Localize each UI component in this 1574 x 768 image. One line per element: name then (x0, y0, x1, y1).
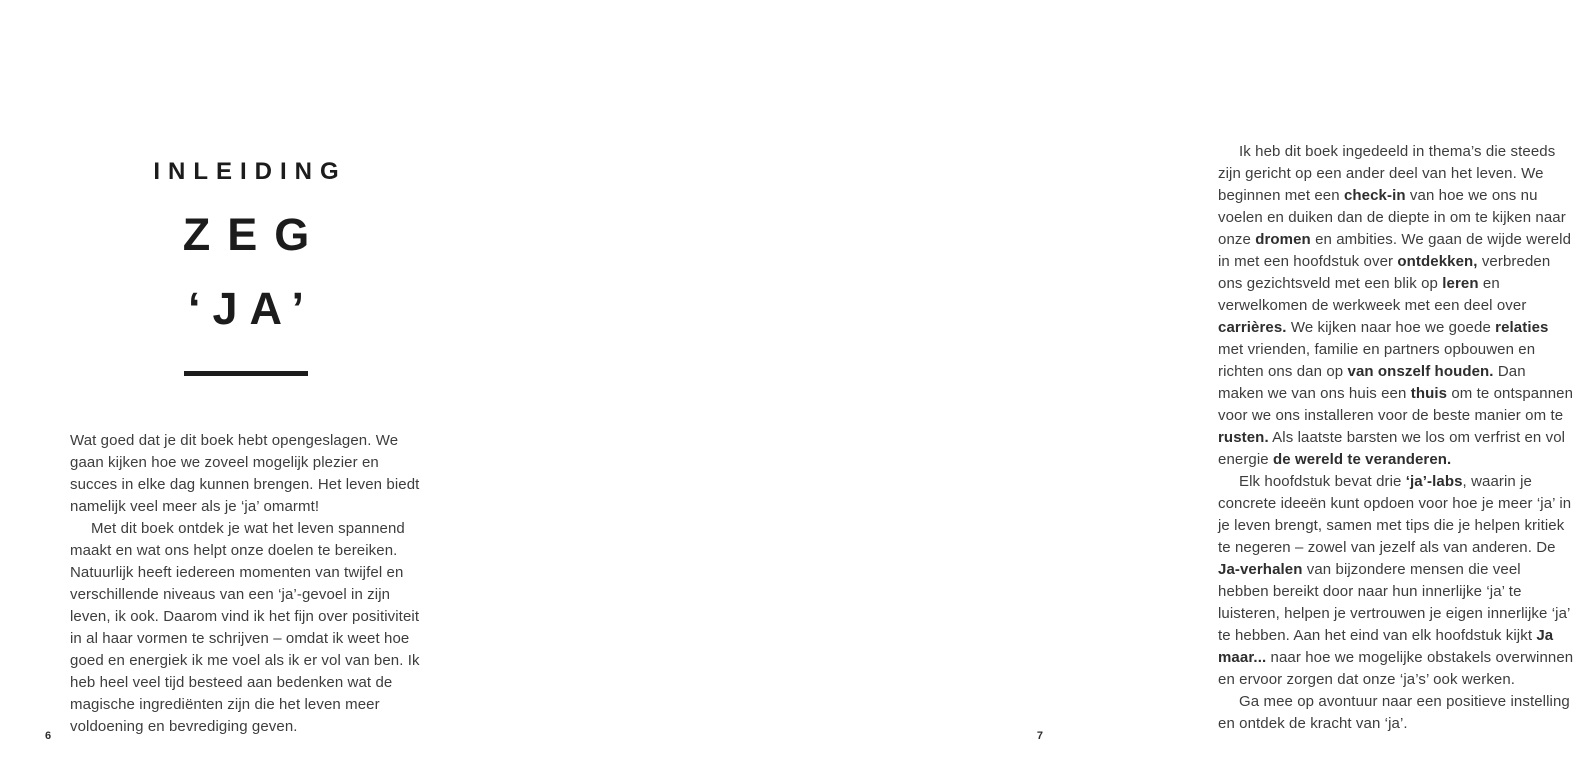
text: Als laatste barsten we los om verfrist en vol energie (1218, 429, 1566, 468)
text: van hoe we ons nu voelen en duiken dan de diepte in om te kijken naar onze (1218, 187, 1566, 248)
bold-text: leren (1442, 275, 1479, 292)
bold-text: check-in (1343, 187, 1406, 204)
bold-text: relaties (1495, 319, 1549, 336)
body-text-right (1218, 141, 1574, 735)
bold-text: carrières. (1218, 319, 1287, 336)
body-text-left (70, 430, 426, 738)
chapter-title-line1: ZEG (182, 209, 327, 260)
bold-text: dromen (1255, 231, 1311, 248)
text: met vrienden, familie en partners opbouwen en richten ons dan op (1218, 341, 1536, 380)
page-number-right: 7 (1036, 730, 1043, 742)
text: Met dit boek ontdek je wat het leven spannend maakt en wat ons helpt onze doelen te bereiken. Natuurlijk heeft iedereen momenten van twijfel en verschillende niveaus van een ‘ja’-gevoel in zijn leven, ik ook. Daarom vind ik het fijn over positiviteit in al haar vormen te schrijven – omdat ik weet hoe goed en energiek ik me voel als ik er vol van ben. Ik heb heel veel tijd besteed aan bedenken wat de magische ingrediënten zijn die het leven meer voldoening en bevrediging geven. (70, 520, 420, 735)
text: Elk hoofdstuk bevat drie (1239, 473, 1406, 490)
paragraph (70, 430, 426, 518)
page-left (0, 0, 545, 768)
bold-text: Ja maar... (1218, 627, 1554, 666)
page-right (546, 0, 1574, 768)
text: verbreden ons gezichtsveld met een blik op (1218, 253, 1551, 292)
bold-text: van onszelf houden. (1347, 363, 1494, 380)
paragraph (70, 518, 426, 738)
paragraph (1218, 691, 1574, 735)
chapter-title-line2: ‘JA’ (187, 283, 317, 334)
text: van bijzondere mensen die veel hebben bereikt door naar hun innerlijke ‘ja’ te luisteren, helpen je vertrouwen je eigen innerlijke ‘ja’ te hebben. Aan het eind van elk hoofdstuk kijkt (1218, 561, 1570, 644)
title-rule (184, 371, 308, 376)
text: Ik heb dit boek ingedeeld in thema’s die steeds zijn gericht op een ander deel van het leven. We beginnen met een (1218, 143, 1556, 204)
chapter-header (70, 158, 422, 376)
bold-text: rusten. (1218, 429, 1269, 446)
text: en verwelkomen de werkweek met een deel over (1218, 275, 1527, 314)
text: Dan maken we van ons huis een (1218, 363, 1526, 402)
bold-text: ontdekken, (1397, 253, 1478, 270)
bold-text: de wereld te veranderen. (1273, 451, 1452, 468)
text: naar hoe we mogelijke obstakels overwinnen en ervoor zorgen dat onze ‘ja’s’ ook werken. (1218, 649, 1574, 688)
bold-text: Ja-verhalen (1218, 561, 1303, 578)
bold-text: ‘ja’-labs (1405, 473, 1463, 490)
text: , waarin je concrete ideeën kunt opdoen voor hoe je meer ‘ja’ in je leven brengt, samen met tips die je helpen kritiek te negeren – zowel van jezelf als van anderen. De (1218, 473, 1572, 556)
page-number-left: 6 (45, 730, 52, 742)
text: en ambities. We gaan de wijde wereld in met een hoofdstuk over (1218, 231, 1572, 270)
bold-text: thuis (1410, 385, 1448, 402)
text: om te ontspannen voor we ons installeren voor de beste manier om te (1218, 385, 1574, 424)
text: Ga mee op avontuur naar een positieve instelling en ontdek de kracht van ‘ja’. (1218, 693, 1570, 732)
paragraph (1218, 141, 1574, 471)
paragraph (1218, 471, 1574, 691)
text: We kijken naar hoe we goede (1286, 319, 1496, 336)
chapter-kicker: INLEIDING (153, 158, 347, 185)
text: Wat goed dat je dit boek hebt opengeslagen. We gaan kijken hoe we zoveel mogelijk plezier en succes in elke dag kunnen brengen. Het leven biedt namelijk veel meer als je ‘ja’ omarmt! (70, 432, 420, 515)
